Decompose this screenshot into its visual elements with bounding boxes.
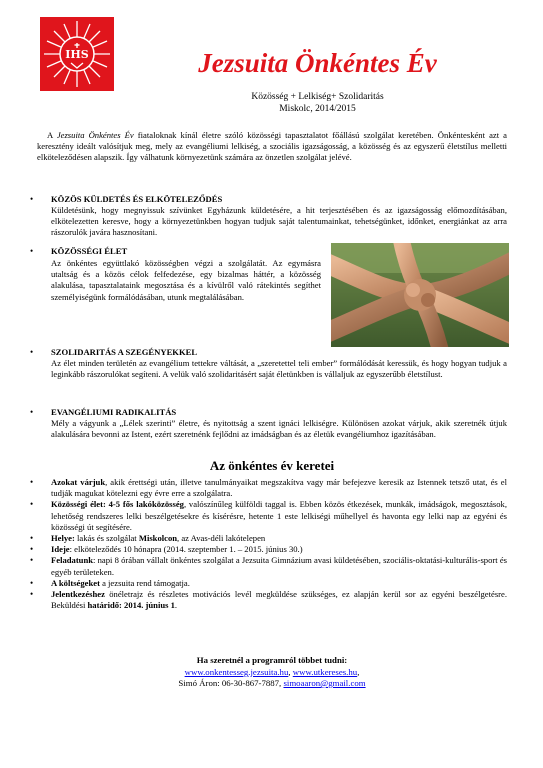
- intro-program-name: Jezsuita Önkéntes Év: [56, 130, 134, 140]
- bullet-icon: •: [30, 347, 34, 357]
- website-link-utkereses[interactable]: www.utkereses.hu: [292, 667, 358, 677]
- section-title-solidarity: SZOLIDARITÁS A SZEGÉNYEKKEL: [51, 347, 198, 357]
- subtitle: Közösség + Lelkiség+ Szolidaritás: [251, 92, 384, 102]
- ihs-logo-icon: [40, 17, 114, 91]
- contact-person: Simó Áron: 06-30-867-7887, simoaaron@gmail.com: [178, 678, 366, 688]
- section-text-solidarity: Az élet minden területén az evangélium tettekre váltását, a „szeretettel teli ember” formálódását keressük, és hogy hogyan tudjuk a leginkább rászorulókat segíteni. A velük való szolidaritásért saját életünkben is vállaljuk az egyszerűbb életstílust.: [51, 358, 507, 380]
- bullet-icon: •: [30, 194, 34, 204]
- list-item: • Feladatunk: napi 8 órában vállalt önkéntes szolgálat a Jezsuita Gimnázium avasi küldetésében, szociális-oktatási-kulturális-sport és egyéb területeken.: [30, 555, 507, 577]
- section-text-radicalism: Mély a vágyunk a „Lélek szerinti” életre, és nyitottság a szent ignáci lelkiségre. Különösen azokat várjuk, akik szeretnék útjuk alakulására bevonni az Istent, ezért szeretnénk fejlődni az imádságban és az életük evangéliumhoz igazításában.: [51, 418, 507, 440]
- list-item: • Ideje: elköteleződés 10 hónapra (2014. szeptember 1. – 2015. június 30.): [30, 544, 303, 555]
- section-title-mission: KÖZÖS KÜLDETÉS ÉS ELKÖTELEZŐDÉS: [51, 194, 223, 204]
- bullet-icon: •: [30, 407, 34, 417]
- section-text-mission: Küldetésünk, hogy megnyissuk szívünket Egyházunk küldetésére, a hit terjesztésében és az igazságosság előmozdításában, elkötelezetten keresve, hogy a környezetünkben hogyan tudjuk saját talentumainkat, tehetségünket, időnket, energiánkat az arra rászorulók javára hasznosítani.: [51, 205, 507, 238]
- email-link[interactable]: simoaaron@gmail.com: [283, 678, 366, 688]
- page-title: Jezsuita Önkéntes Év: [198, 48, 437, 78]
- frame-title: Az önkéntes év keretei: [209, 458, 335, 473]
- contact-heading: Ha szeretnél a programról többet tudni:: [196, 655, 348, 665]
- intro-paragraph: A Jezsuita Önkéntes Év fiataloknak kínál életre szóló közösségi tapasztalatot főállású szolgálat keretében. Önkéntesként azt a keresztény ideált valósítjuk meg, mely az evangéliumi lelkiség, a szociális igazságosság, a közösség és az egyszerű életstílus melletti elköteleződésen alapszik. Így válhatunk környezetünk számára az önzetlen szolgálat jelévé.: [37, 130, 507, 163]
- list-item: • Helye: lakás és szolgálat Miskolcon, az Avas-déli lakótelepen: [30, 533, 266, 544]
- list-item: • Közösségi élet: 4-5 fős lakóközösség, valószínűleg külföldi taggal is. Ebben közös étkezések, munkák, imádságok, megosztások, lehetőség rendszeres lelki beszélgetésekre és kísérésre, hetente 1 este lelkiségi műhellyel és havonta egy lelki nap az egyéni és közösségi út segítésére.: [30, 499, 508, 532]
- section-title-community: KÖZÖSSÉGI ÉLET: [51, 246, 128, 256]
- contact-links: www.onkentesseg.jezsuita.hu, www.utkereses.hu,: [184, 667, 360, 677]
- list-item: • Jelentkezéshez önéletrajz és részletes motivációs levél megküldése szükséges, ez alapján kerül sor az egyéni beszélgetésre. Beküldési határidő: 2014. június 1.: [30, 589, 507, 611]
- list-item: • Azokat várjuk, akik érettségi után, illetve tanulmányaikat megszakítva vagy már befejezve keresik az Istennek tetsző utat, és el tudják magukat kötelezni egy évre erre a szolgálatra.: [30, 477, 507, 499]
- logo-text: IHS: [65, 48, 89, 61]
- linked-hands-photo: [331, 243, 509, 347]
- list-item: • A költségeket a jezsuita rend támogatja.: [30, 577, 190, 588]
- city-year: Miskolc, 2014/2015: [279, 104, 356, 114]
- frame-list: [30, 477, 508, 611]
- section-title-radicalism: EVANGÉLIUMI RADIKALITÁS: [51, 407, 177, 417]
- website-link-onkentesseg[interactable]: www.onkentesseg.jezsuita.hu: [184, 667, 289, 677]
- section-text-community: Az önkéntes együttlakó közösségben végzi a szolgálatát. Az egymásra utaltság és a közös célok felfedezése, egy bizalmas háttér, a közösség alakulása, tapasztalataink megosztása és a kívülről való rátekintés segíthet személyiségünk formálódásában, utunk megtalálásában.: [51, 258, 321, 302]
- bullet-icon: •: [30, 246, 34, 256]
